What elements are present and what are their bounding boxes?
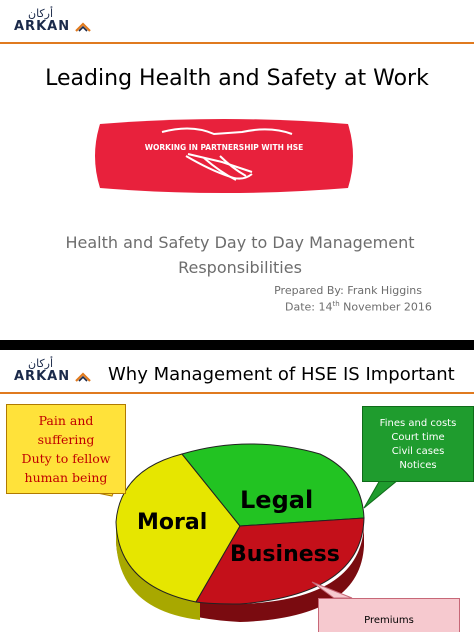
banner-text: WORKING IN PARTNERSHIP WITH HSE	[144, 143, 304, 152]
pie-label-business: Business	[230, 542, 340, 567]
why-hse-slide	[0, 350, 474, 632]
date-ordinal: th	[332, 300, 340, 308]
subtitle-line-2: Responsibilities	[178, 258, 302, 277]
logo-text: ARKAN	[14, 19, 71, 34]
logo-text: ARKAN	[14, 369, 71, 384]
prepared-by: Prepared By: Frank Higgins	[274, 284, 422, 297]
logo-arabic-text: أركان	[28, 357, 54, 370]
legal-callout-line: Fines and costs	[379, 418, 457, 429]
slide-title: Why Management of HSE IS Important	[108, 364, 455, 385]
arkan-logo	[14, 8, 92, 34]
moral-callout-line: Pain and	[38, 413, 94, 428]
partnership-banner	[92, 118, 356, 194]
business-callout-text: Premiums	[364, 615, 414, 626]
legal-callout-line: Notices	[399, 460, 437, 471]
header-rule	[0, 42, 474, 44]
legal-callout-line: Civil cases	[391, 446, 445, 457]
green-callout-pointer	[364, 480, 398, 508]
slide-title: Leading Health and Safety at Work	[45, 66, 429, 91]
slide-subtitle	[30, 230, 450, 280]
moral-callout-line: suffering	[37, 432, 95, 447]
moral-callout-line: human being	[24, 470, 108, 485]
legal-callout-line: Court time	[391, 432, 445, 443]
presentation-date	[285, 300, 432, 314]
logo-chevron-icon	[74, 21, 92, 33]
subtitle-line-1: Health and Safety Day to Day Management	[65, 233, 415, 252]
legal-callout	[362, 406, 474, 482]
business-callout	[318, 598, 460, 632]
date-suffix: November 2016	[339, 300, 432, 314]
pie-label-moral: Moral	[137, 510, 208, 535]
logo-arabic-text: أركان	[28, 7, 54, 20]
date-prefix: Date: 14	[285, 300, 333, 314]
moral-callout-line: Duty to fellow	[21, 451, 111, 466]
pie-label-legal: Legal	[240, 486, 314, 514]
moral-callout	[6, 404, 126, 494]
